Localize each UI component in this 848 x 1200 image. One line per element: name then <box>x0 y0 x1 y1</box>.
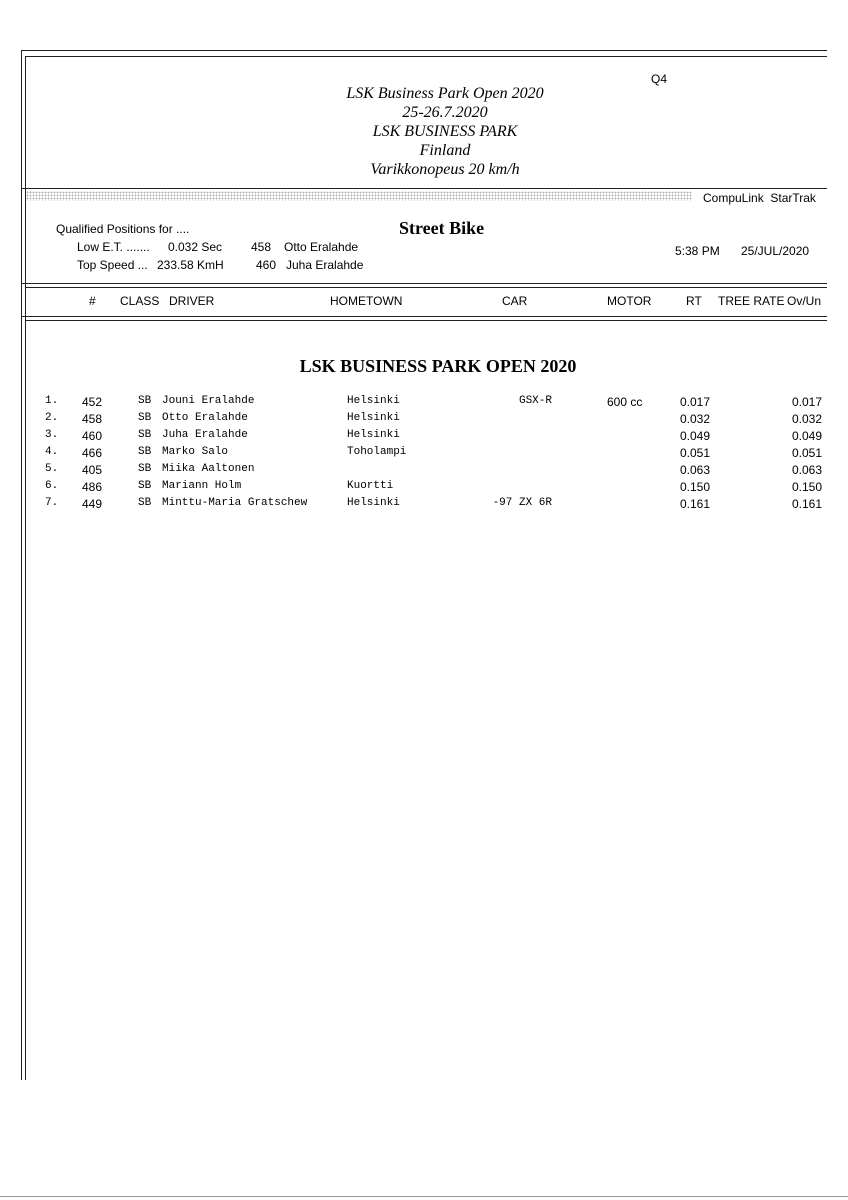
cell-reaction-time: 0.049 <box>680 429 711 443</box>
cell-number: 486 <box>81 480 102 494</box>
table-row <box>0 429 848 446</box>
cell-over-under: 0.051 <box>791 446 822 460</box>
cell-number: 405 <box>81 463 102 477</box>
system-name: CompuLink StarTrak <box>703 191 816 205</box>
cell-driver: Juha Eralahde <box>162 429 248 441</box>
table-row <box>0 497 848 514</box>
col-num: # <box>89 294 96 308</box>
cell-position: 1. <box>45 395 59 407</box>
event-country: Finland <box>419 142 471 159</box>
table-row <box>0 412 848 429</box>
event-pit-speed: Varikkonopeus 20 km/h <box>370 161 520 178</box>
cell-position: 2. <box>45 412 59 424</box>
column-header-bottom-rule-inner <box>25 320 827 321</box>
report-time: 5:38 PM <box>675 244 720 258</box>
cell-class: SB <box>138 463 152 475</box>
cell-hometown: Toholampi <box>347 446 407 458</box>
cell-number: 466 <box>81 446 102 460</box>
cell-car: -97 ZX 6R <box>492 497 552 509</box>
column-header-top-rule-inner <box>25 287 827 288</box>
results-table <box>0 395 848 514</box>
cell-reaction-time: 0.161 <box>680 497 711 511</box>
cell-class: SB <box>138 412 152 424</box>
cell-class: SB <box>138 446 152 458</box>
col-class: CLASS <box>120 294 160 308</box>
cell-number: 449 <box>81 497 102 511</box>
cell-car: GSX-R <box>518 395 552 407</box>
col-tree-rate: TREE RATE <box>718 294 785 308</box>
page-bottom-rule <box>0 1196 848 1197</box>
top-rule <box>21 50 827 51</box>
col-hometown: HOMETOWN <box>330 294 403 308</box>
cell-hometown: Helsinki <box>347 497 400 509</box>
left-border-line-inner <box>25 56 26 1080</box>
cell-position: 5. <box>45 463 59 475</box>
qualified-label: Qualified Positions for .... <box>56 222 190 236</box>
cell-over-under: 0.049 <box>791 429 822 443</box>
cell-position: 6. <box>45 480 59 492</box>
low-et-value: 0.032 Sec <box>168 240 223 254</box>
cell-hometown: Kuortti <box>347 480 394 492</box>
cell-driver: Marko Salo <box>162 446 229 458</box>
cell-number: 458 <box>81 412 102 426</box>
cell-class: SB <box>138 480 152 492</box>
section-title: LSK BUSINESS PARK OPEN 2020 <box>299 356 577 376</box>
cell-over-under: 0.017 <box>791 395 822 409</box>
column-header-bottom-rule <box>21 316 827 317</box>
event-venue: LSK BUSINESS PARK <box>372 123 518 140</box>
event-header <box>300 84 590 179</box>
cell-class: SB <box>138 497 152 509</box>
cell-position: 4. <box>45 446 59 458</box>
dotted-band <box>26 191 692 201</box>
corner-code: Q4 <box>651 72 668 86</box>
cell-driver: Mariann Holm <box>162 480 242 492</box>
event-dates: 25-26.7.2020 <box>402 104 488 121</box>
col-rt: RT <box>686 294 702 308</box>
cell-class: SB <box>138 395 152 407</box>
cell-reaction-time: 0.032 <box>680 412 711 426</box>
top-speed-driver: Juha Eralahde <box>286 258 364 272</box>
cell-hometown: Helsinki <box>347 429 400 441</box>
table-row <box>0 395 848 412</box>
cell-over-under: 0.032 <box>791 412 822 426</box>
class-title: Street Bike <box>399 218 485 238</box>
event-title: LSK Business Park Open 2020 <box>346 85 544 102</box>
cell-motor: 600 cc <box>607 395 643 409</box>
table-row <box>0 463 848 480</box>
cell-number: 452 <box>81 395 102 409</box>
cell-number: 460 <box>81 429 102 443</box>
col-driver: DRIVER <box>169 294 215 308</box>
left-border-line <box>21 50 22 1080</box>
cell-driver: Miika Aaltonen <box>162 463 255 475</box>
cell-driver: Otto Eralahde <box>162 412 248 424</box>
cell-hometown: Helsinki <box>347 395 400 407</box>
low-et-driver: Otto Eralahde <box>284 240 359 254</box>
low-et-number: 458 <box>251 240 272 254</box>
top-speed-number: 460 <box>256 258 277 272</box>
report-date: 25/JUL/2020 <box>741 244 810 258</box>
cell-reaction-time: 0.150 <box>680 480 711 494</box>
cell-reaction-time: 0.017 <box>680 395 711 409</box>
column-header-top-rule <box>21 283 827 284</box>
cell-reaction-time: 0.051 <box>680 446 711 460</box>
cell-position: 3. <box>45 429 59 441</box>
cell-class: SB <box>138 429 152 441</box>
table-row <box>0 480 848 497</box>
cell-driver: Jouni Eralahde <box>162 395 255 407</box>
top-speed-label: Top Speed ... <box>77 258 148 272</box>
cell-over-under: 0.161 <box>791 497 822 511</box>
col-ovun: Ov/Un <box>787 294 822 308</box>
low-et-label: Low E.T. ....... <box>77 240 150 254</box>
cell-reaction-time: 0.063 <box>680 463 711 477</box>
cell-over-under: 0.063 <box>791 463 822 477</box>
col-car: CAR <box>502 294 528 308</box>
table-row <box>0 446 848 463</box>
cell-position: 7. <box>45 497 59 509</box>
top-rule-inner <box>25 56 827 57</box>
top-speed-value: 233.58 KmH <box>157 258 224 272</box>
cell-hometown: Helsinki <box>347 412 400 424</box>
cell-over-under: 0.150 <box>791 480 822 494</box>
col-motor: MOTOR <box>607 294 652 308</box>
header-divider <box>21 188 827 189</box>
cell-driver: Minttu-Maria Gratschew <box>162 497 308 509</box>
